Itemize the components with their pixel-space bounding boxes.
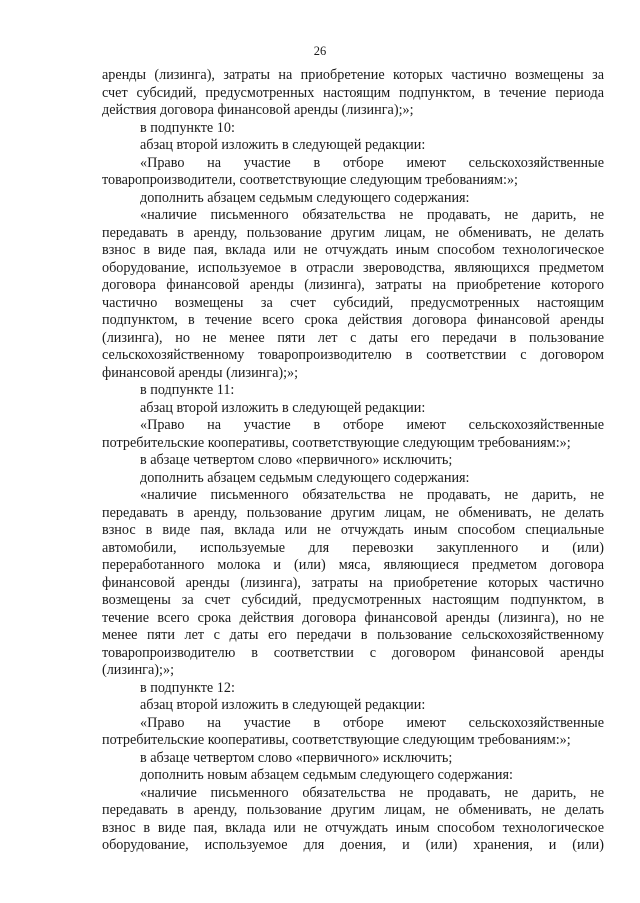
text-line: взнос в виде пая, вклада или не отчуждать иным способом технологическое [102,819,604,836]
text-line: дополнить абзацем седьмым следующего содержания: [140,469,470,486]
text-line: потребительские кооперативы, соответствующие следующим требованиям:»; [102,434,571,451]
text-line: в подпункте 10: [140,119,235,136]
text-line: счет субсидий, предусмотренных настоящим подпунктом, в течение периода [102,84,604,101]
text-line: «Право на участие в отборе имеют сельскохозяйственные [140,154,604,171]
text-line: автомобили, используемые для перевозки закупленного и (или) [102,539,604,556]
text-line: в подпункте 11: [140,382,235,398]
text-line: «наличие письменного обязательства не продавать, не дарить, не [140,487,604,503]
text-line: действия договора финансовой аренды (лизинга);»; [102,102,414,118]
text-line: взнос в виде пая, вклада или не отчуждать иным способом технологическое [102,242,604,258]
text-line: передавать в аренду, пользование другим лицам, не обменивать, не делать [102,224,604,241]
text-line: товаропроизводителю в соответствии с договором финансовой аренды [102,644,604,661]
text-line: дополнить новым абзацем седьмым следующего содержания: [140,767,513,783]
text-line: подпунктом, в течение всего срока действия договора финансовой аренды [102,312,604,328]
text-line: абзац второй изложить в следующей редакции: [140,399,426,416]
text-line: «Право на участие в отборе имеют сельскохозяйственные [140,417,604,433]
text-line: товаропроизводители, соответствующие следующим требованиям:»; [102,172,518,188]
text-line: абзац второй изложить в следующей редакции: [140,697,426,713]
document-body [102,67,604,855]
text-line: «Право на участие в отборе имеют сельскохозяйственные [140,714,604,731]
text-line: передавать в аренду, пользование другим лицам, не обменивать, не делать [102,802,604,818]
text-line: течение всего срока действия договора финансовой аренды (лизинга), но не [102,609,604,626]
text-line: (лизинга), но не менее пяти лет с даты его передачи в пользование [102,329,604,346]
text-line: финансовой аренды (лизинга), затраты на приобретение которых частично [102,574,604,591]
text-line: (лизинга);»; [102,662,175,678]
text-line: сельскохозяйственному товаропроизводителю в соответствии с договором [102,347,604,363]
text-line: финансовой аренды (лизинга);»; [102,364,299,381]
text-line: в подпункте 12: [140,679,235,696]
text-line: договора финансовой аренды (лизинга), затраты на приобретение которого [102,277,604,293]
text-line: оборудование, используемое для доения, и (или) хранения, и (или) [102,837,604,853]
text-line: передавать в аренду, пользование другим лицам, не обменивать, не делать [102,504,604,521]
text-line: взнос в виде пая, вклада или не отчуждать иным способом специальные [102,522,604,538]
text-line: «наличие письменного обязательства не продавать, не дарить, не [140,784,604,801]
page-number: 26 [313,44,327,58]
text-line: в абзаце четвертом слово «первичного» исключить; [140,749,453,766]
text-line: возмещены за счет субсидий, предусмотренных настоящим подпунктом, в [102,592,604,608]
text-line: «наличие письменного обязательства не продавать, не дарить, не [140,207,604,223]
text-line: аренды (лизинга), затраты на приобретение которых частично возмещены за [102,67,604,83]
text-line: дополнить абзацем седьмым следующего содержания: [140,189,470,206]
text-line: переработанного молока и (или) мяса, являющиеся предметом договора [102,557,604,573]
text-line: частично возмещены за счет субсидий, предусмотренных настоящим [102,294,604,311]
text-line: потребительские кооперативы, соответствующие следующим требованиям:»; [102,732,571,748]
text-line: абзац второй изложить в следующей редакции: [140,137,426,153]
text-line: менее пяти лет с даты его передачи в пользование сельскохозяйственному [102,627,604,643]
text-line: оборудование, используемое в отрасли звероводства, являющихся предметом [102,259,604,276]
text-line: в абзаце четвертом слово «первичного» исключить; [140,452,453,468]
